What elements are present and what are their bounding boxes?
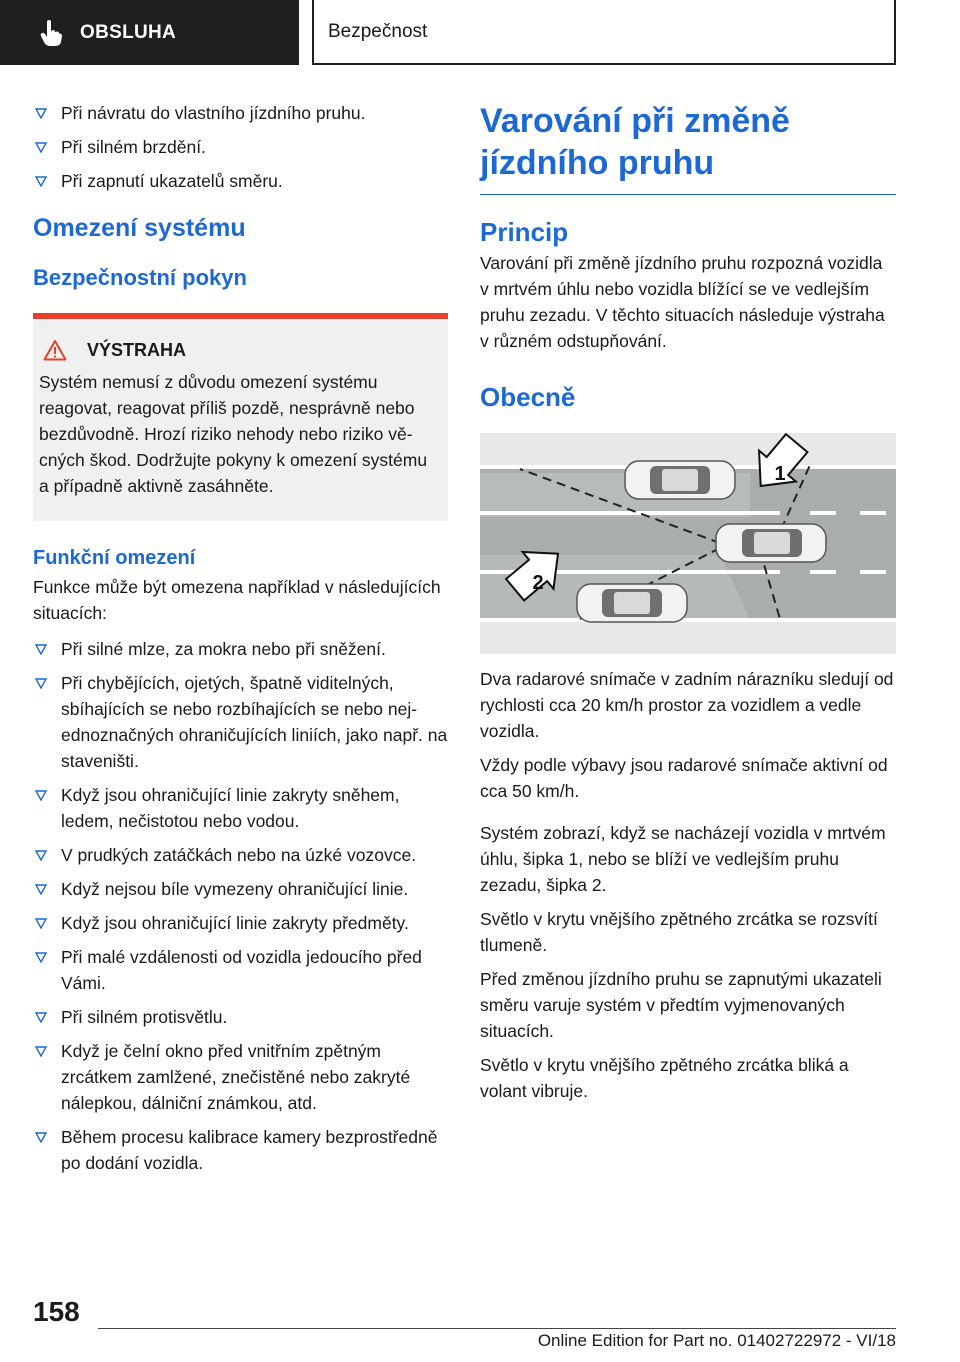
bullet-triangle-icon (35, 1046, 47, 1057)
left-column (33, 100, 448, 1184)
edition-text: Online Edition for Part no. 01402722972 - VI/18 (537, 1331, 896, 1350)
list-item: Při malé vzdálenosti od vozidla jedoucího před Vámi. (33, 944, 448, 996)
bullet-triangle-icon (35, 884, 47, 895)
list-item: Když je čelní okno před vnitřním zpětným zrcátkem zamlžené, znečistěné nebo zakryté nálepkou, dálniční známkou, atd. (33, 1038, 448, 1116)
lane-change-illustration (480, 433, 896, 654)
bullet-triangle-icon (35, 790, 47, 801)
page-number: 158 (33, 1296, 80, 1327)
general-heading: Obecně (480, 382, 576, 412)
list-item: Při návratu do vlastního jízdního pruhu. (33, 100, 448, 126)
page-title: Varování při změně jízdního pruhu (480, 100, 896, 195)
warning-text: Systém nemusí z důvodu omezení systému reagovat, reagovat příliš pozdě, nesprávně nebo bezdůvodně. Hrozí riziko nehody nebo riziko věcných škod. Dodržujte pokyny k omezení systému a případně aktivně zasáhněte. (39, 372, 428, 496)
func-limits-heading: Funkční omezení (33, 547, 196, 569)
paragraph: Dva radarové snímače v zadním nárazníku sledují od rychlosti cca 20 km/h prostor za vozidlem a vedle vozidla. (480, 669, 894, 741)
car-top (625, 461, 735, 499)
intro-bullet-list (33, 100, 448, 194)
car-bottom (577, 584, 687, 622)
footer-divider (98, 1328, 896, 1329)
bullet-triangle-icon (35, 1132, 47, 1143)
header-chapter-tab (312, 0, 896, 65)
func-limits-list (33, 636, 448, 1176)
list-item: V prudkých zatáčkách nebo na úzké vozovce. (33, 842, 448, 868)
principle-heading: Princip (480, 217, 569, 247)
warning-triangle-icon (43, 339, 67, 361)
list-item: Při silném protisvětlu. (33, 1004, 448, 1030)
func-limits-text: Funkce může být omezena například v následujících situacích: (33, 577, 441, 623)
list-item: Když jsou ohraničující linie zakryty předměty. (33, 910, 448, 936)
car-own (716, 524, 826, 562)
list-item: Když jsou ohraničující linie zakryty sněhem, ledem, nečistotou nebo vodou. (33, 782, 448, 834)
list-item: Během procesu kalibrace kamery bezprostředně po dodání vozidla. (33, 1124, 448, 1176)
arrow-1-label: 1 (774, 463, 786, 485)
warning-box (33, 313, 448, 521)
bullet-triangle-icon (35, 918, 47, 929)
bullet-triangle-icon (35, 142, 47, 153)
bullet-triangle-icon (35, 644, 47, 655)
paragraph: Světlo v krytu vnějšího zpětného zrcátka bliká a volant vibruje. (480, 1055, 849, 1101)
chapter-title: Bezpečnost (328, 20, 428, 42)
bullet-triangle-icon (35, 952, 47, 963)
bullet-triangle-icon (35, 108, 47, 119)
right-column (480, 100, 896, 1104)
bullet-triangle-icon (35, 1012, 47, 1023)
arrow-2-label: 2 (532, 572, 544, 594)
list-item: Při silné mlze, za mokra nebo při sněžení. (33, 636, 448, 662)
paragraph: Světlo v krytu vnějšího zpětného zrcátka se rozsvítí tlumeně. (480, 909, 878, 955)
list-item: Při zapnutí ukazatelů směru. (33, 168, 448, 194)
paragraph: Před změnou jízdního pruhu se zapnutými ukazateli směru varuje systém v předtím vyjmenovaných situacích. (480, 969, 882, 1041)
principle-text: Varování při změně jízdního pruhu rozpozná vozidla v mrtvém úhlu nebo vozidla blížící se ve vedlejším pruhu zezadu. V těchto situacích následuje výstraha v různém odstupňování. (480, 253, 885, 351)
bullet-triangle-icon (35, 176, 47, 187)
limits-heading: Omezení systému (33, 214, 246, 242)
bullet-triangle-icon (35, 850, 47, 861)
section-title: OBSLUHA (80, 21, 177, 43)
list-item: Když nejsou bíle vymezeny ohraničující linie. (33, 876, 448, 902)
list-item: Při chybějících, ojetých, špatně viditelných, sbíhajících se nebo rozbíhajících se nebo nejednoznačných ohraničujících liniích, jako např. na staveništi. (33, 670, 448, 774)
safety-heading: Bezpečnostní pokyn (33, 265, 247, 290)
header-section-tab (0, 0, 299, 65)
paragraph: Systém zobrazí, když se nacházejí vozidla v mrtvém úhlu, šipka 1, nebo se blíží ve vedlejším pruhu zezadu, šipka 2. (480, 823, 886, 895)
warning-title: VÝSTRAHA (43, 339, 438, 361)
bullet-triangle-icon (35, 678, 47, 689)
hand-pointer-icon (40, 20, 62, 46)
road-diagram (480, 433, 896, 654)
list-item: Při silném brzdění. (33, 134, 448, 160)
paragraph: Vždy podle výbavy jsou radarové snímače aktivní od cca 50 km/h. (480, 755, 888, 801)
